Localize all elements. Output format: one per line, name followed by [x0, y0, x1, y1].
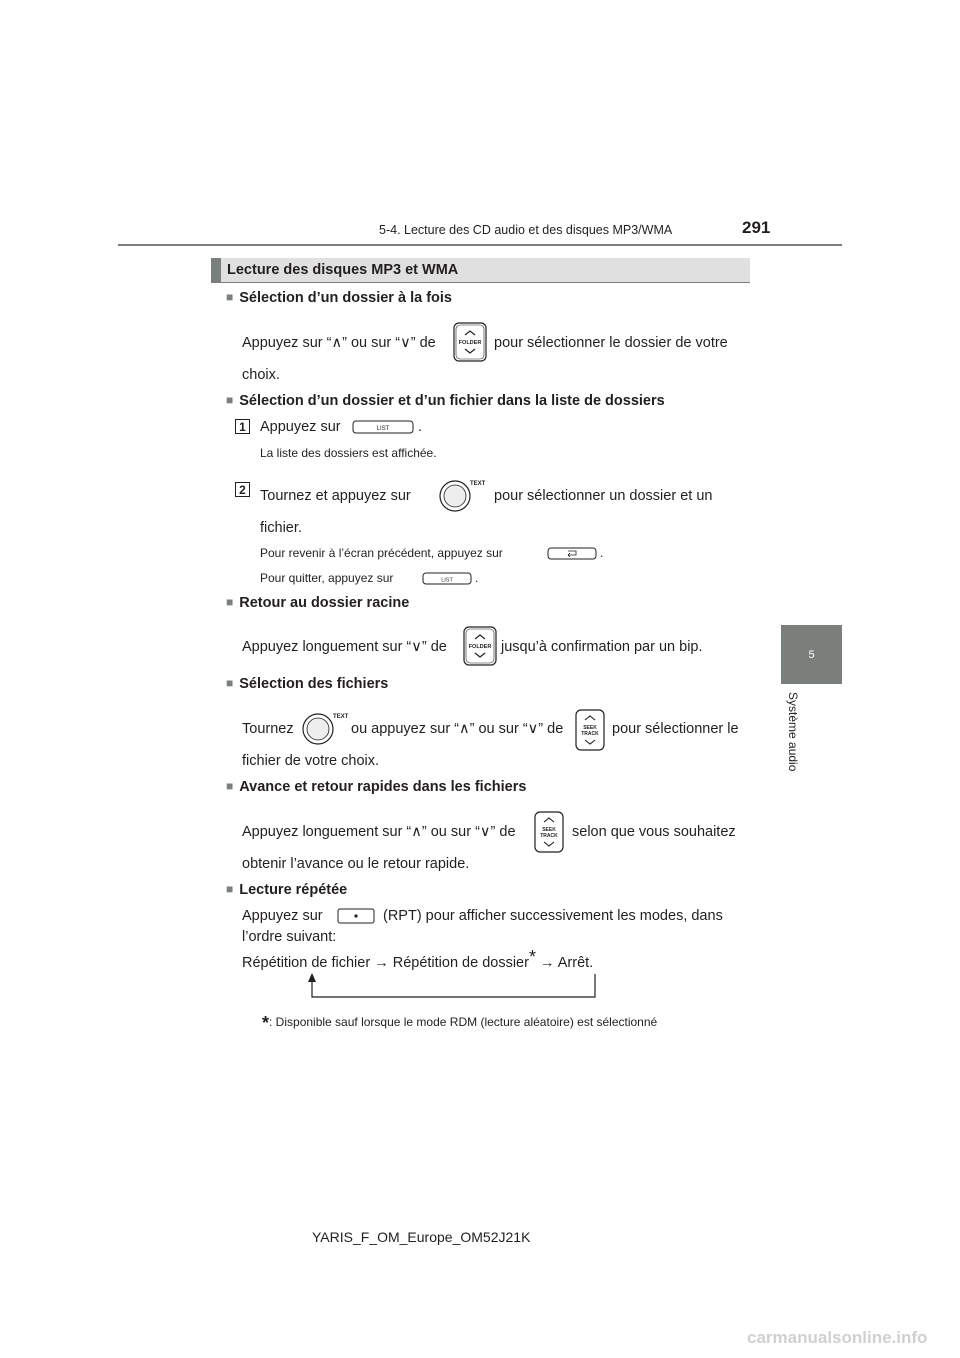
s4-text-c: pour sélectionner le	[612, 721, 739, 737]
svg-text:LIST: LIST	[441, 577, 453, 584]
s6-text-a: Appuyez sur	[242, 908, 323, 924]
footnote: *: Disponible sauf lorsque le mode RDM (lecture aléatoire) est sélectionné	[262, 1013, 658, 1033]
s1-text-a: Appuyez sur “∧” ou sur “∨” de	[242, 335, 436, 351]
svg-text:SEEK: SEEK	[583, 725, 597, 731]
s5-text-a: Appuyez longuement sur “∧” ou sur “∨” de	[242, 824, 516, 840]
svg-text:TEXT: TEXT	[470, 481, 486, 487]
folder-button-icon	[453, 322, 487, 362]
s2-step1-note: La liste des dossiers est affichée.	[260, 446, 437, 460]
heading-select-folder: ■ Sélection d’un dossier à la fois	[226, 290, 452, 306]
step-2-badge: 2	[235, 482, 250, 497]
rpt-button-icon	[337, 908, 375, 924]
text-knob-icon-2	[301, 710, 349, 746]
cycle-return-arrow	[300, 972, 600, 1000]
s2-note-back-b: .	[600, 546, 604, 560]
folder-button-icon-2	[463, 626, 497, 666]
back-button-icon	[547, 547, 597, 560]
header-rule	[118, 244, 842, 246]
text-knob-icon	[438, 477, 486, 513]
s5-text-b: selon que vous souhaitez	[572, 824, 736, 840]
svg-text:TRACK: TRACK	[581, 731, 599, 737]
seek-track-button-icon	[575, 709, 605, 751]
s2-step2-text-a: Tournez et appuyez sur	[260, 488, 411, 504]
list-button-icon	[352, 420, 414, 434]
side-tab-number	[781, 625, 842, 684]
side-tab-gap	[781, 246, 842, 624]
svg-text:TRACK: TRACK	[540, 833, 558, 839]
section-banner	[211, 258, 750, 283]
side-tab-number-text: 5	[808, 648, 815, 661]
s3-text-b: jusqu’à confirmation par un bip.	[501, 639, 703, 655]
s6-text-b: (RPT) pour afficher successivement les modes, dans	[383, 908, 723, 924]
heading-select-folder-file: ■ Sélection d’un dossier et d’un fichier dans la liste de dossiers	[226, 393, 665, 409]
seek-track-button-icon-2	[534, 811, 564, 853]
s2-note-back-a: Pour revenir à l’écran précédent, appuyez sur	[260, 546, 503, 560]
side-tab-label: Système audio	[786, 692, 800, 772]
page-number: 291	[742, 218, 771, 237]
heading-repeat: ■ Lecture répétée	[226, 882, 347, 898]
s3-text-a: Appuyez longuement sur “∨” de	[242, 639, 447, 655]
watermark: carmanualsonline.info	[747, 1328, 928, 1347]
s4-text-a: Tournez	[242, 721, 294, 737]
svg-text:TEXT: TEXT	[333, 714, 349, 720]
s6-text-c: l’ordre suivant:	[242, 929, 337, 945]
svg-text:FOLDER: FOLDER	[458, 340, 482, 346]
s2-step1-text-a: Appuyez sur	[260, 419, 341, 435]
s4-text-b: ou appuyez sur “∧” ou sur “∨” de	[351, 721, 564, 737]
s2-note-quit-a: Pour quitter, appuyez sur	[260, 571, 394, 585]
document-footer: YARIS_F_OM_Europe_OM52J21K	[312, 1229, 531, 1245]
s2-step1-text-b: .	[418, 419, 423, 435]
s4-text-d: fichier de votre choix.	[242, 753, 380, 769]
s2-step2-text-c: fichier.	[260, 520, 302, 536]
heading-root-folder: ■ Retour au dossier racine	[226, 595, 409, 611]
s1-text-b: pour sélectionner le dossier de votre	[494, 335, 728, 351]
heading-select-files: ■ Sélection des fichiers	[226, 676, 388, 692]
list-button-small-icon	[422, 572, 472, 585]
header-section-title: 5-4. Lecture des CD audio et des disques MP3/WMA	[379, 223, 673, 237]
s5-text-c: obtenir l’avance ou le retour rapide.	[242, 856, 470, 872]
svg-text:LIST: LIST	[376, 426, 390, 432]
s1-text-c: choix.	[242, 367, 280, 383]
svg-text:SEEK: SEEK	[542, 827, 556, 833]
step-1-badge: 1	[235, 419, 250, 434]
s2-step2-text-b: pour sélectionner un dossier et un	[494, 488, 713, 504]
s2-note-quit-b: .	[475, 571, 479, 585]
s6-sequence: Répétition de fichier → Répétition de dossier* → Arrêt.	[242, 947, 594, 971]
svg-text:FOLDER: FOLDER	[468, 644, 492, 650]
section-banner-text: Lecture des disques MP3 et WMA	[227, 262, 459, 278]
heading-fast-forward: ■ Avance et retour rapides dans les fichiers	[226, 779, 526, 795]
